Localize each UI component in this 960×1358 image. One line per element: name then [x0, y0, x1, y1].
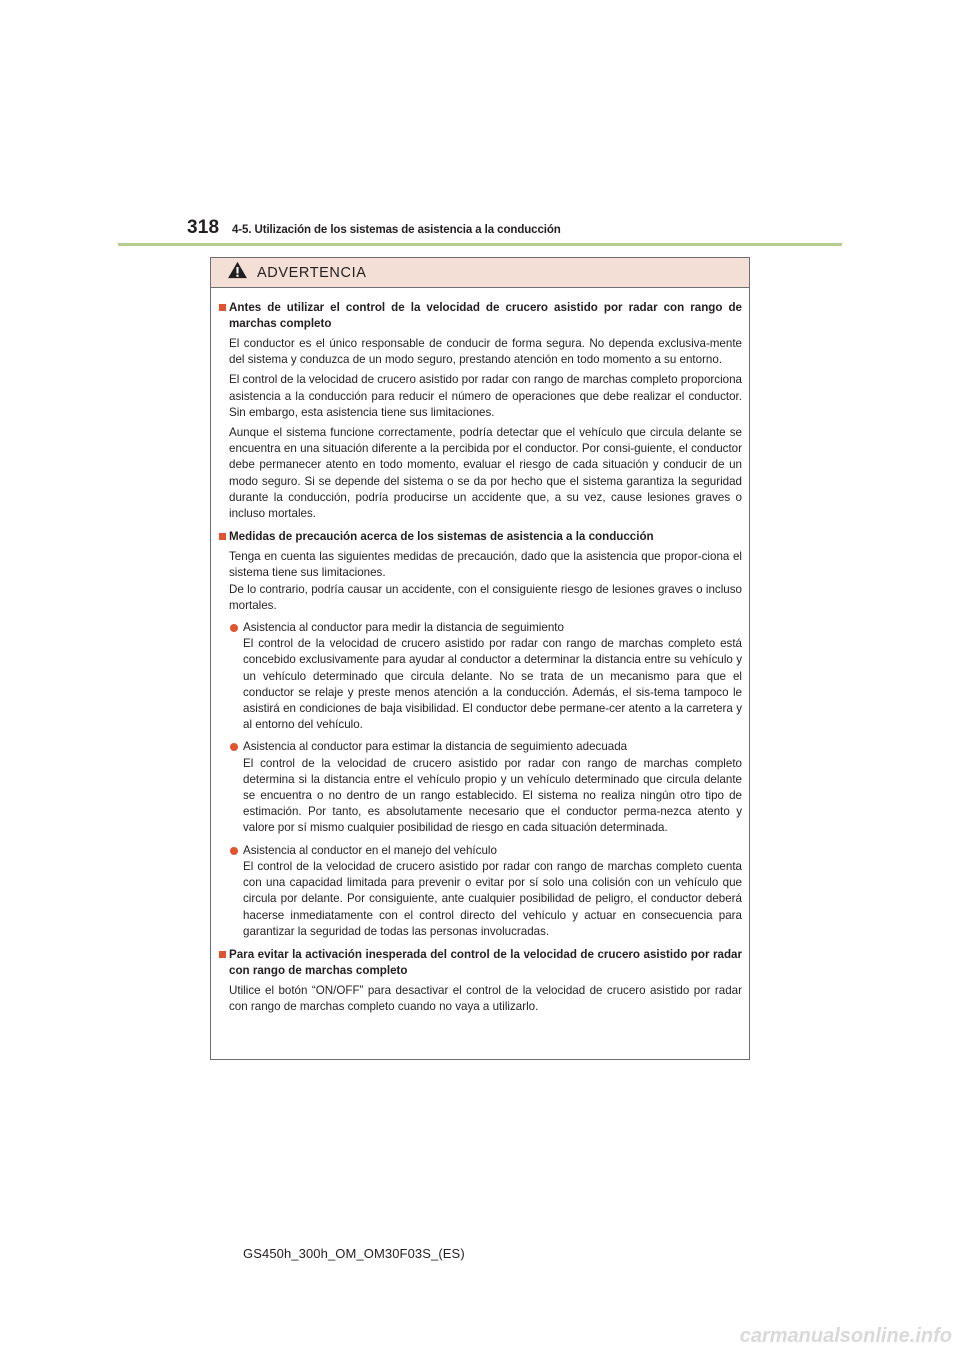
- warning-title: ADVERTENCIA: [257, 264, 367, 281]
- warning-header: [211, 258, 749, 288]
- warning-triangle-icon: [227, 261, 257, 284]
- circle-bullet-icon: [230, 743, 238, 751]
- bullet-title: Asistencia al conductor en el manejo del vehículo: [243, 843, 497, 857]
- paragraph: El control de la velocidad de crucero asistido por radar con rango de marchas completo proporciona asistencia a la conducción para reducir el número de operaciones que debe realizar el conductor. Sin embargo, esta asistencia tiene sus limitaciones.: [229, 373, 742, 419]
- paragraph: Aunque el sistema funcione correctamente, podría detectar que el vehículo que circula delante se encuentra en una situación diferente a la percibida por el conductor. Por consi-guiente, el conductor debe permanecer atento en todo momento, evaluar el riesgo de cada situación y conducir de un modo seguro. Si se depende del sistema o se da por hecho que el sistema garantiza la seguridad durante la conducción, podría producirse un accidente que, a su vez, cause lesiones graves o incluso mortales.: [229, 426, 742, 521]
- bullet-text: El control de la velocidad de crucero asistido por radar con rango de marchas completo cuenta con una capacidad limitada para prevenir o evitar por sí solo una colisión con un vehículo que circula por delante. Por consiguiente, ante cualquier posibilidad de peligro, el conductor deberá hacerse inmediatamente con el control directo del vehículo y actuar en consecuencia para garantizar la seguridad de todas las personas involucradas.: [243, 859, 742, 938]
- warning-body: [211, 288, 749, 1015]
- section-title: 4-5. Utilización de los sistemas de asistencia a la conducción: [232, 224, 561, 236]
- bullet-title: Asistencia al conductor para estimar la distancia de seguimiento adecuada: [243, 740, 628, 754]
- circle-bullet-icon: [230, 624, 238, 632]
- warning-box: [210, 257, 750, 1060]
- warning-item: [219, 300, 742, 522]
- paragraph: Tenga en cuenta las siguientes medidas de precaución, dado que la asistencia que propor-ciona el sistema tiene sus limitaciones.: [229, 550, 742, 580]
- item-heading-text: Medidas de precaución acerca de los sistemas de asistencia a la conducción: [229, 530, 654, 544]
- watermark[interactable]: carmanualsonline.info: [739, 1325, 952, 1347]
- item-heading: [219, 529, 742, 545]
- paragraph: El conductor es el único responsable de conducir de forma segura. No dependa exclusiva-mente del sistema y conduzca de un modo seguro, prestando atención en todo momento a su entorno.: [229, 337, 742, 367]
- header-rule: [118, 243, 842, 246]
- warning-item: [219, 529, 742, 940]
- page-number: 318: [187, 217, 220, 238]
- item-heading: [219, 300, 742, 332]
- square-bullet-icon: [219, 951, 226, 958]
- warning-item: [219, 947, 742, 1015]
- bullet-text: El control de la velocidad de crucero asistido por radar con rango de marchas completo determina si la distancia entre el vehículo propio y un vehículo determinado que circula delante se encuentra o no dentro de un rango establecido. El sistema no realiza ningún otro tipo de estimación. Por tanto, es absolutamente necesario que el conductor perma-nezca atento y valore por sí mismo cualquier posibilidad de riesgo en cada situación determinada.: [243, 756, 742, 835]
- bullet-title: Asistencia al conductor para medir la distancia de seguimiento: [243, 621, 564, 635]
- bullet-item: [219, 620, 742, 733]
- bullet-item: [219, 843, 742, 940]
- document-code: GS450h_300h_OM_OM30F03S_(ES): [243, 1246, 465, 1261]
- square-bullet-icon: [219, 304, 226, 311]
- item-heading-text: Para evitar la activación inesperada del control de la velocidad de crucero asistido por radar con rango de marchas completo: [229, 947, 742, 977]
- item-heading-text: Antes de utilizar el control de la velocidad de crucero asistido por radar con rango de marchas completo: [229, 301, 742, 330]
- circle-bullet-icon: [230, 847, 238, 855]
- item-heading: [219, 947, 742, 979]
- square-bullet-icon: [219, 533, 226, 540]
- bullet-text: El control de la velocidad de crucero asistido por radar con rango de marchas completo está concebido exclusivamente para ayudar al conductor a determinar la distancia entre su vehículo y un vehículo determinado que circula delante. No se trata de un mecanismo para que el conductor se relaje y preste menos atención a la conducción. Además, el sis-tema tampoco le asistirá en condiciones de baja visibilidad. El conductor debe permane-cer atento a la carretera y al entorno del vehículo.: [243, 637, 742, 732]
- paragraph: De lo contrario, podría causar un accidente, con el consiguiente riesgo de lesiones graves o incluso mortales.: [229, 582, 742, 612]
- paragraph: Utilice el botón “ON/OFF” para desactivar el control de la velocidad de crucero asistido por radar con rango de marchas completo cuando no vaya a utilizarlo.: [229, 983, 742, 1014]
- bullet-item: [219, 739, 742, 836]
